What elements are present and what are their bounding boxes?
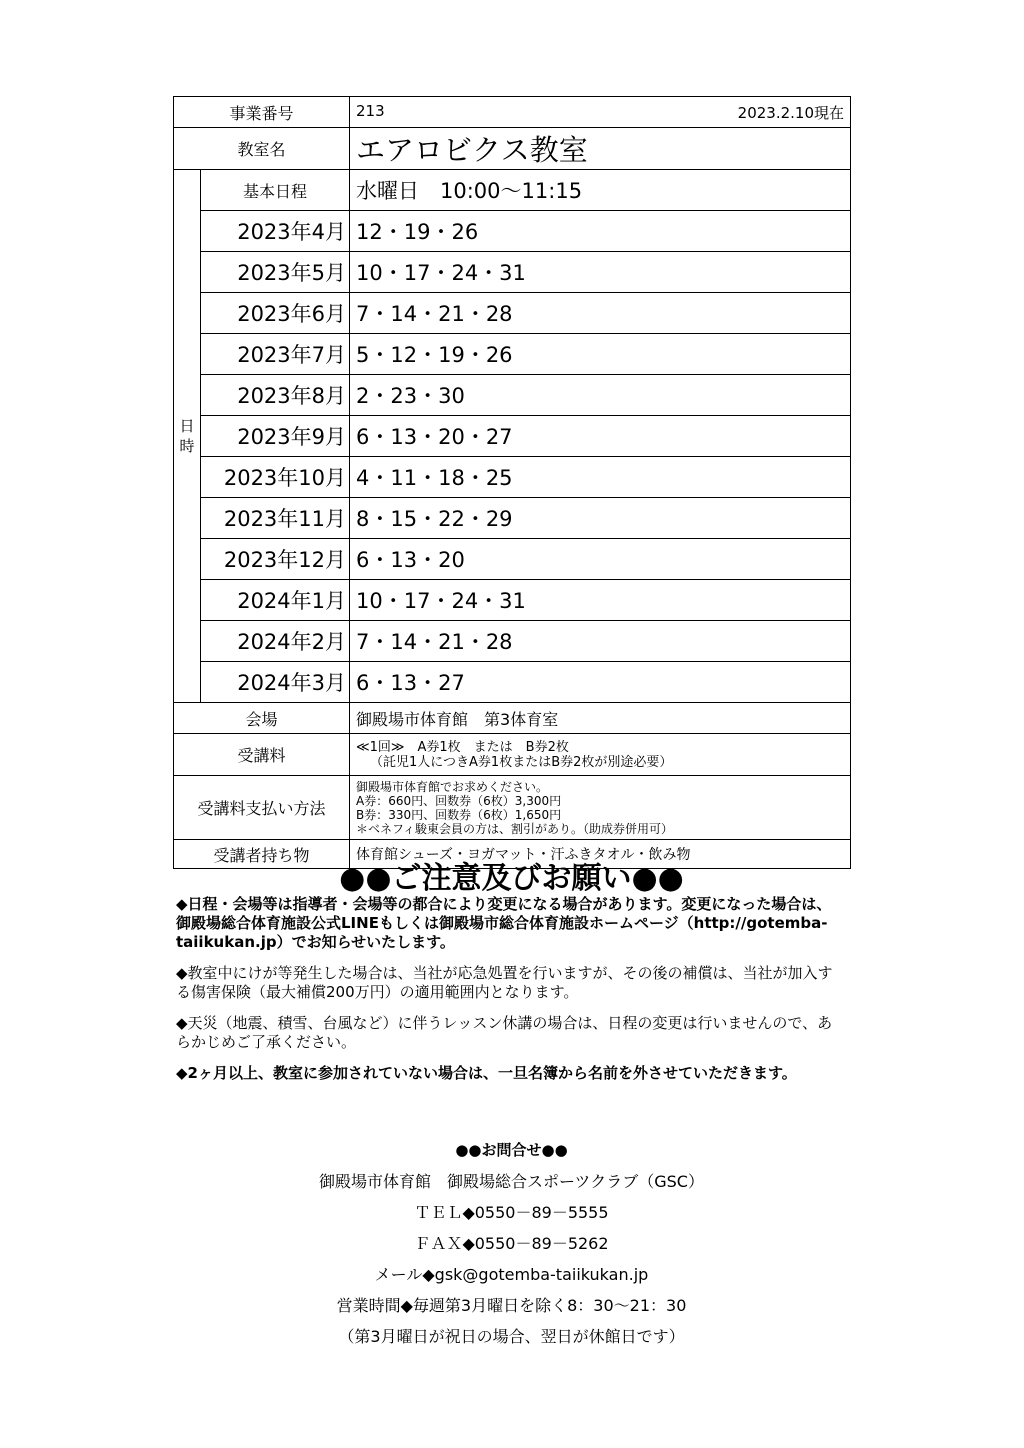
fee-note: （託児1人につきA券1枚またはB券2枚が別途必要） [370,754,673,770]
schedule-month: 2023年10月 [201,457,350,498]
schedule-month: 2023年4月 [201,211,350,252]
schedule-month: 2023年6月 [201,293,350,334]
schedule-month: 2023年5月 [201,252,350,293]
schedule-row [174,334,851,375]
schedule-row [174,211,851,252]
fee-label: 受講料 [174,734,350,776]
schedule-row [174,293,851,334]
contact-hours: 営業時間◆毎週第3月曜日を除く8：30～21：30 [336,1296,687,1315]
notice-title: ●●ご注意及びお願い●● [339,861,684,896]
notice-item: ◆教室中にけが等発生した場合は、当社が応急処置を行いますが、その後の補償は、当社が加入する傷害保険（最大補償200万円）の適用範囲内となります。 [176,964,833,1001]
contact-mail: メール◆gsk@gotemba-taiikukan.jp [374,1265,649,1284]
schedule-row [174,457,851,498]
contact-title: ●●お問合せ●● [455,1141,568,1159]
payment-line: A券：660円、回数券（6枚）3,300円 [356,793,562,808]
schedule-month: 2023年12月 [201,539,350,580]
business-number-label: 事業番号 [174,97,350,128]
class-name-label: 教室名 [174,128,350,170]
notice-list [176,895,844,1095]
schedule-dates: 2・23・30 [350,375,851,416]
business-number-value: 213 [356,101,385,120]
notice-item: ◆天災（地震、積雪、台風など）に伴うレッスン休講の場合は、日程の変更は行いませんので、あらかじめご了承ください。 [176,1014,833,1051]
class-info-table [173,96,851,869]
schedule-dates: 6・13・20・27 [350,416,851,457]
schedule-dates: 6・13・20 [350,539,851,580]
row-venue [174,703,851,734]
payment-method-label: 受講料支払い方法 [174,776,350,840]
notice-item: ◆2ヶ月以上、教室に参加されていない場合は、一旦名簿から名前を外させていただきます。 [176,1064,797,1082]
payment-line: 御殿場市体育館でお求めください。 [356,779,549,794]
schedule-row [174,498,851,539]
schedule-dates: 8・15・22・29 [350,498,851,539]
row-business-number [174,97,851,128]
schedule-dates: 10・17・24・31 [350,580,851,621]
schedule-dates: 5・12・19・26 [350,334,851,375]
basic-schedule-label: 基本日程 [201,170,350,211]
row-payment-method [174,776,851,840]
schedule-row [174,252,851,293]
schedule-month: 2024年3月 [201,662,350,703]
schedule-month: 2024年1月 [201,580,350,621]
payment-line: B券：330円、回数券（6枚）1,650円 [356,807,562,822]
contact-tel: ＴＥＬ◆0550－89－5555 [414,1203,609,1222]
belongings-value: 体育館シューズ・ヨガマット・汗ふきタオル・飲み物 [350,840,851,869]
datetime-label: 日 時 [174,170,201,703]
schedule-month: 2023年7月 [201,334,350,375]
schedule-row [174,580,851,621]
notice-item: ◆日程・会場等は指導者・会場等の都合により変更になる場合があります。変更になった場合は、御殿場総合体育施設公式LINEもしくは御殿場市総合体育施設ホームページ（http://gotemba-taiikukan.jp）でお知らせいたします。 [176,895,832,951]
schedule-dates: 7・14・21・28 [350,293,851,334]
contact-section [173,1135,850,1352]
schedule-row [174,539,851,580]
fee-line: ≪1回≫ A券1枚 または B券2枚 [356,739,569,755]
row-class-name [174,128,851,170]
as-of-date: 2023.2.10現在 [737,103,845,122]
schedule-month: 2023年11月 [201,498,350,539]
belongings-label: 受講者持ち物 [174,840,350,869]
schedule-month: 2024年2月 [201,621,350,662]
venue-value: 御殿場市体育館 第3体育室 [350,703,851,734]
contact-organization: 御殿場市体育館 御殿場総合スポーツクラブ（GSC） [319,1172,704,1191]
row-basic-schedule [174,170,851,211]
schedule-dates: 6・13・27 [350,662,851,703]
schedule-row [174,375,851,416]
schedule-month: 2023年9月 [201,416,350,457]
schedule-month: 2023年8月 [201,375,350,416]
class-name-value: エアロビクス教室 [350,128,851,170]
contact-hours-note: （第3月曜日が祝日の場合、翌日が休館日です） [338,1327,685,1346]
venue-label: 会場 [174,703,350,734]
schedule-dates: 12・19・26 [350,211,851,252]
payment-line: ＊ベネフィ駿東会員の方は、割引があり。（助成券併用可） [356,821,674,836]
basic-schedule-value: 水曜日 10:00～11:15 [350,170,851,211]
schedule-dates: 4・11・18・25 [350,457,851,498]
schedule-dates: 7・14・21・28 [350,621,851,662]
schedule-row [174,662,851,703]
schedule-row [174,621,851,662]
row-fee [174,734,851,776]
contact-fax: ＦＡＸ◆0550－89－5262 [414,1234,609,1253]
schedule-row [174,416,851,457]
schedule-dates: 10・17・24・31 [350,252,851,293]
